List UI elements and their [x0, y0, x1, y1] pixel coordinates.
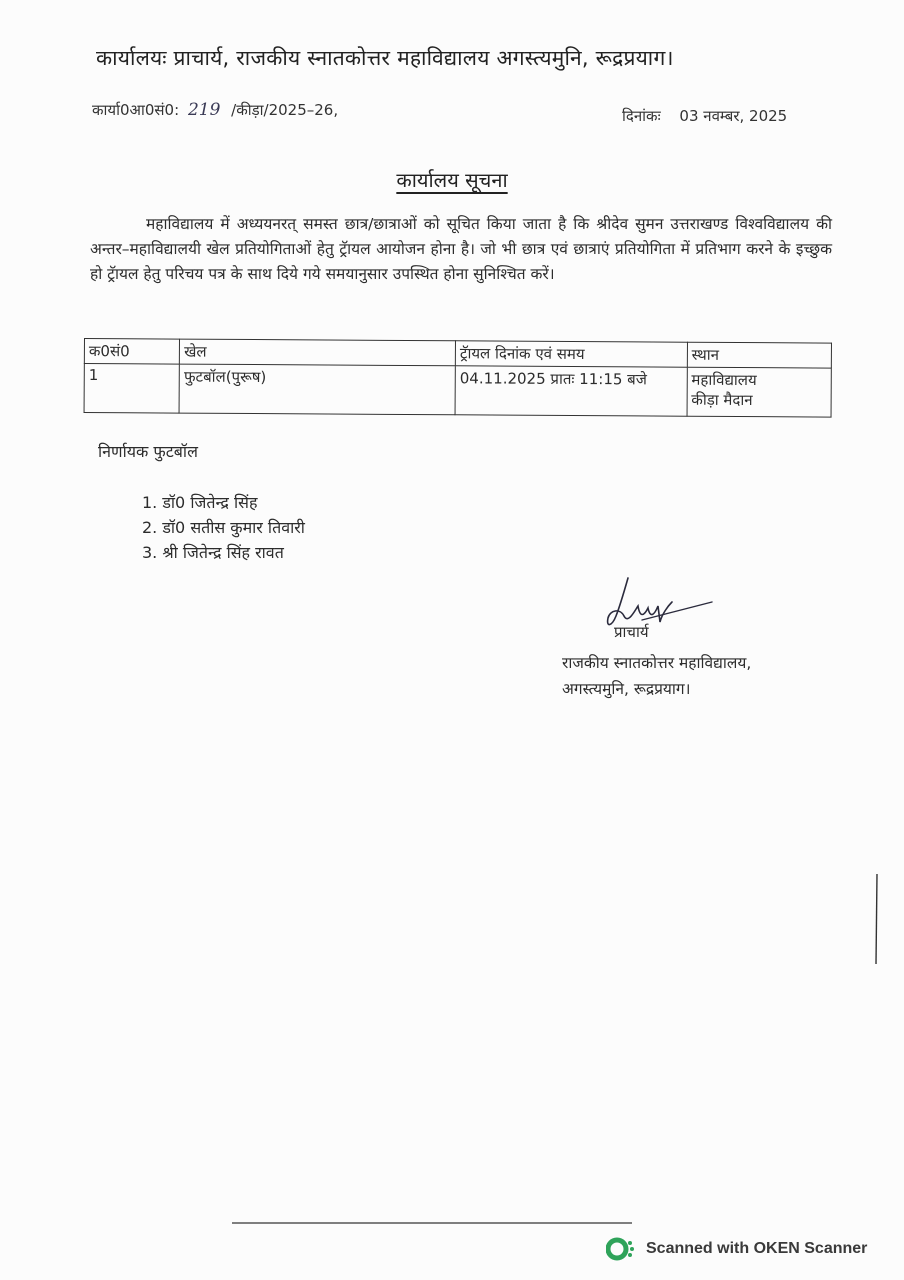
list-item: 2. डॉ0 सतीस कुमार तिवारी [142, 518, 305, 537]
judges-list [142, 490, 305, 565]
header-venue: स्थान [687, 342, 831, 368]
cell-venue [687, 367, 832, 417]
signatory-institution [562, 650, 751, 702]
cell-serial: 1 [84, 364, 180, 414]
ref-number-handwritten: 219 [187, 100, 221, 120]
scanner-watermark [606, 1237, 867, 1261]
scan-edge-mark [874, 874, 880, 964]
date-line [622, 106, 787, 126]
oken-scanner-logo-icon [606, 1237, 636, 1261]
date-label: दिनांकः [622, 107, 661, 125]
trial-schedule-table [84, 338, 832, 418]
institution-line-2: अगस्त्यमुनि, रूद्रप्रयाग। [562, 680, 691, 698]
institution-line-1: राजकीय स्नातकोत्तर महाविद्यालय, [562, 654, 752, 672]
office-heading: कार्यालयः प्राचार्य, राजकीय स्नातकोत्तर महाविद्यालय अगस्त्यमुनि, रूद्रप्रयाग। [96, 46, 674, 70]
ref-prefix: कार्या0आ0सं0: [92, 101, 180, 119]
date-value: 03 नवम्बर, 2025 [679, 107, 788, 125]
signatory-role: प्राचार्य [614, 623, 649, 641]
bottom-divider [232, 1222, 632, 1224]
cell-sport: फुटबॉल(पुरूष) [179, 364, 455, 415]
notice-title: कार्यालय सूचना [396, 168, 508, 192]
cell-datetime: 04.11.2025 प्रातः 11:15 बजे [455, 366, 687, 416]
list-item: 3. श्री जितेन्द्र सिंह रावत [142, 543, 284, 562]
venue-line-2: कीड़ा मैदान [691, 390, 753, 410]
header-datetime: ट्रॅायल दिनांक एवं समय [455, 341, 687, 367]
header-serial: क0सं0 [84, 339, 179, 365]
notice-body: महाविद्यालय में अध्ययनरत् समस्त छात्र/छात्राओं को सूचित किया जाता है कि श्रीदेव सुमन उत्तराखण्ड विश्वविद्यालय की अन्तर–महाविद्यालयी खेल प्रतियोगिताओं हेतु ट्रॅायल आयोजन होना है। जो भी छात्र एवं छात्राएं प्रतियोगिता में प्रतिभाग करने के इच्छुक हो ट्रॅायल हेतु परिचय पत्र के साथ दिये गये समयानुसार उपस्थित होना सुनिश्चित करें। [90, 215, 832, 283]
judges-title: निर्णायक फुटबॉल [98, 442, 198, 461]
ref-suffix: /कीड़ा/2025–26, [231, 101, 339, 119]
list-item: 1. डॉ0 जितेन्द्र सिंह [142, 493, 258, 512]
header-sport: खेल [180, 339, 456, 366]
scanner-text: Scanned with OKEN Scanner [646, 1240, 868, 1257]
reference-number [92, 100, 338, 120]
table-row [84, 364, 831, 418]
venue-line-1: महाविद्यालय [691, 370, 757, 390]
notice-title-wrap [0, 166, 904, 193]
